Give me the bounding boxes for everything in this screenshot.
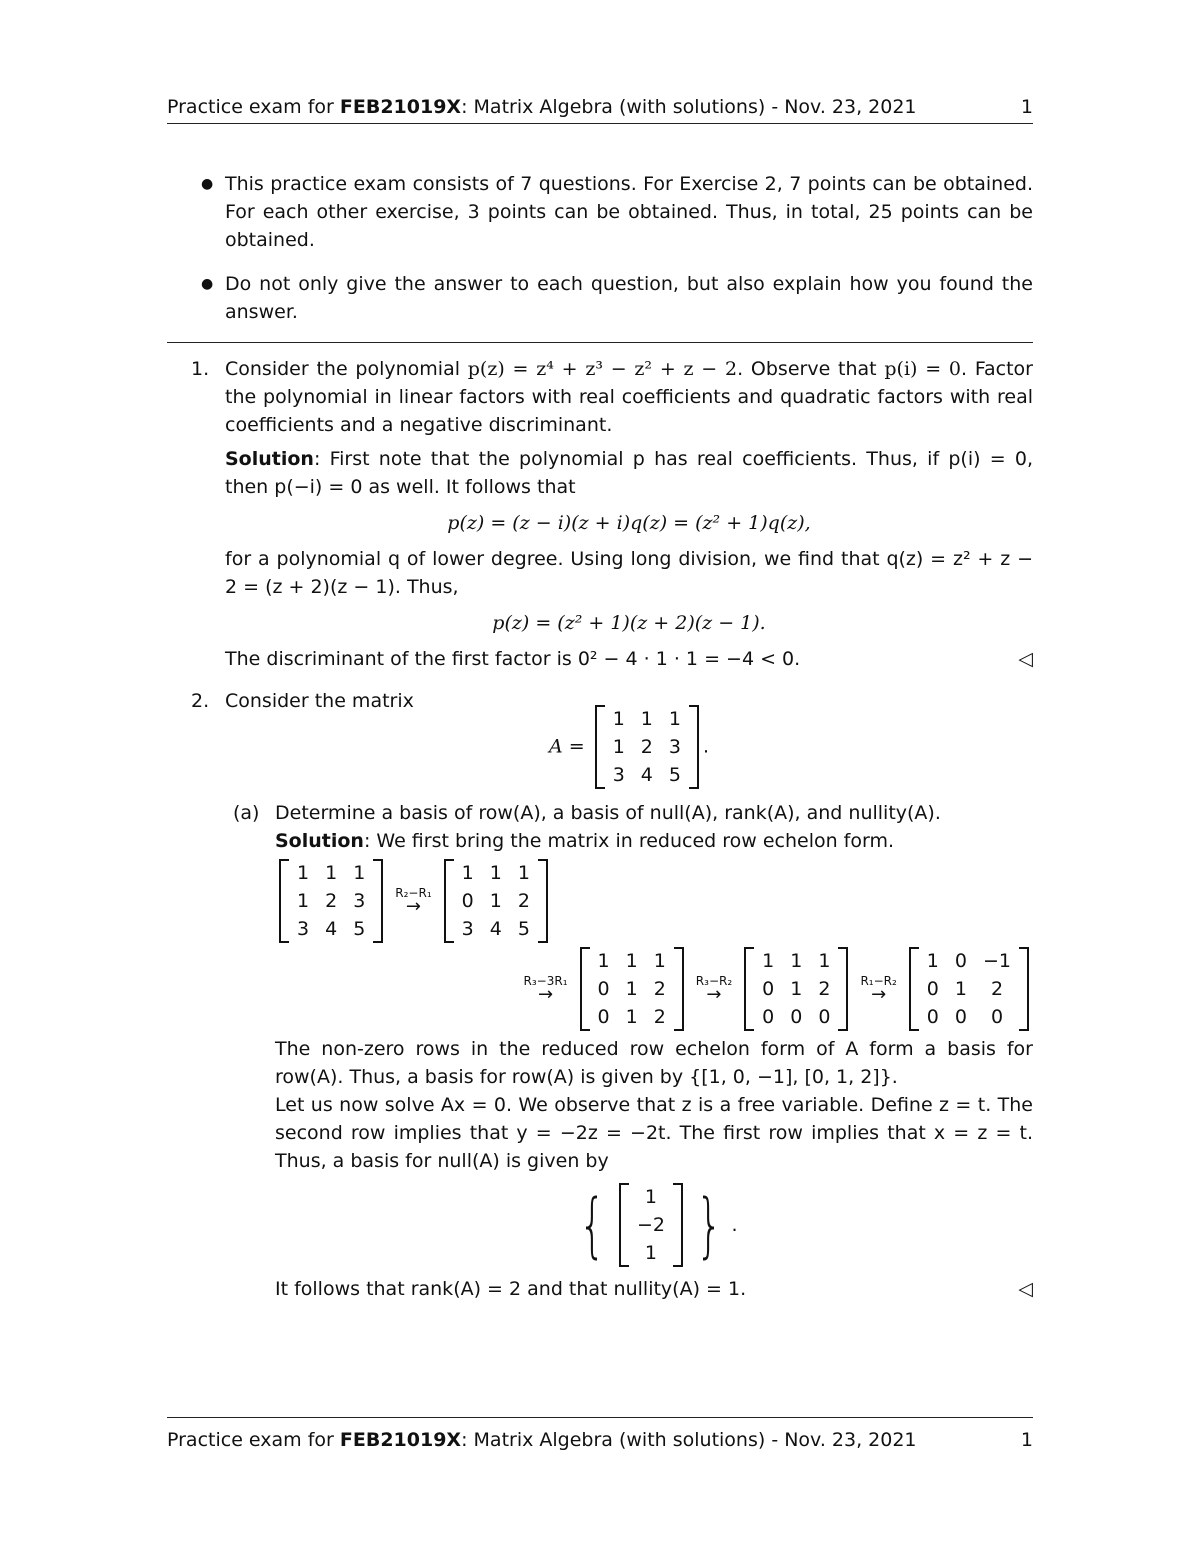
matrix-entry: 4 (640, 764, 653, 786)
separator-line (167, 342, 1033, 343)
matrix-entry: 0 (926, 978, 939, 1000)
matrix-entry: −1 (982, 950, 1011, 972)
question-1 (167, 355, 1033, 673)
matrix-entry: 5 (353, 918, 366, 940)
matrix-entry: 1 (954, 978, 967, 1000)
equation: p(z) = (z² + 1)(z + 2)(z − 1). (492, 612, 766, 634)
matrix-entry: 1 (325, 862, 338, 884)
matrix-entry: 0 (954, 950, 967, 972)
matrix-entry: 2 (640, 736, 653, 758)
matrix (909, 947, 1029, 1031)
matrix-entry: 4 (325, 918, 338, 940)
header-title: Practice exam for FEB21019X: Matrix Algebra (with solutions) - Nov. 23, 2021 (167, 96, 917, 118)
matrix-entry: 2 (517, 890, 530, 912)
matrix-entry: 1 (762, 950, 775, 972)
matrix-entry: 3 (668, 736, 681, 758)
matrix-entry: 1 (597, 950, 610, 972)
matrix (279, 859, 383, 943)
matrix (444, 859, 548, 943)
footer-title: Practice exam for FEB21019X: Matrix Algebra (with solutions) - Nov. 23, 2021 (167, 1429, 917, 1451)
vector-entry: −2 (636, 1214, 665, 1236)
row-reduction-step-1 (275, 859, 1033, 943)
instructions-list (167, 170, 1033, 326)
bullet-icon: ● (201, 176, 214, 192)
question-text: Consider the polynomial p(z) = z⁴ + z³ − z² + z − 2. Observe that p(i) = 0. Factor the polynomial in linear factors with real coefficients and quadratic factors with real coefficients and a negative discriminant. (225, 358, 1033, 436)
matrix-entry: 2 (653, 1006, 666, 1028)
matrix-entry: 1 (489, 862, 502, 884)
matrix-entry: 0 (762, 978, 775, 1000)
matrix-entry: 1 (612, 736, 625, 758)
matrix-A (595, 705, 699, 789)
row-op-arrow: R₃−3R₁ → (523, 974, 568, 1005)
matrix-entry: 1 (790, 950, 803, 972)
vector-entry: 1 (644, 1242, 658, 1264)
matrix-entry: 3 (353, 890, 366, 912)
row-reduction-step-2 (275, 947, 1033, 1031)
part-a (225, 799, 1033, 1303)
row-op-arrow: R₂−R₁ → (395, 886, 432, 917)
matrix (580, 947, 684, 1031)
solution-text: Let us now solve Ax = 0. We observe that z is a free variable. Define z = t. The second row implies that y = −2z = −2t. The first row implies that x = z = t. Thus, a basis for null(A) is given by (275, 1094, 1033, 1172)
row-op-arrow: R₁−R₂ → (860, 974, 897, 1005)
solution-text: It follows that rank(A) = 2 and that nullity(A) = 1. ◁ (275, 1275, 1033, 1303)
matrix-entry: 1 (640, 708, 653, 730)
matrix-entry: 1 (297, 890, 310, 912)
matrix-entry: 5 (517, 918, 530, 940)
matrix-entry: 2 (653, 978, 666, 1000)
equation: p(z) = (z − i)(z + i)q(z) = (z² + 1)q(z), (447, 512, 811, 534)
matrix-entry: 0 (597, 978, 610, 1000)
footer-page-number: 1 (1020, 1429, 1033, 1451)
header-page-number: 1 (1020, 96, 1033, 118)
matrix-entry: 1 (489, 890, 502, 912)
question-2 (167, 687, 1033, 1303)
solution-text: Solution: We first bring the matrix in reduced row echelon form. (275, 830, 895, 852)
matrix-entry: 2 (990, 978, 1004, 1000)
matrix-entry: 1 (790, 978, 803, 1000)
matrix-entry: 5 (668, 764, 681, 786)
qed-icon: ◁ (1018, 648, 1033, 670)
exam-content (167, 170, 1033, 1311)
question-text: Consider the matrix (225, 690, 414, 712)
matrix-entry: 1 (297, 862, 310, 884)
bullet-icon: ● (201, 276, 214, 292)
matrix-entry: 1 (461, 862, 474, 884)
document-page (167, 0, 1033, 1553)
page-footer (167, 1417, 1033, 1456)
matrix (744, 947, 848, 1031)
instruction-item: ● Do not only give the answer to each question, but also explain how you found the answer. (167, 270, 1033, 326)
solution-text: Solution: First note that the polynomial p has real coefficients. Thus, if p(i) = 0, then p(−i) = 0 as well. It follows that (225, 448, 1033, 498)
matrix-entry: 1 (926, 950, 939, 972)
null-vector (619, 1183, 683, 1267)
matrix-entry: 0 (818, 1006, 831, 1028)
matrix-entry: 1 (625, 978, 638, 1000)
matrix-entry: 1 (818, 950, 831, 972)
matrix-entry: 1 (353, 862, 366, 884)
vector-entry: 1 (644, 1186, 658, 1208)
part-text: Determine a basis of row(A), a basis of null(A), rank(A), and nullity(A). (275, 802, 941, 824)
page-header (167, 93, 1033, 124)
question-number: 1. (191, 358, 210, 380)
row-op-arrow: R₃−R₂ → (695, 974, 733, 1005)
instruction-item: ● This practice exam consists of 7 questions. For Exercise 2, 7 points can be obtained. For each other exercise, 3 points can be obtained. Thus, in total, 25 points can be obtained. (167, 170, 1033, 254)
matrix-entry: 0 (926, 1006, 939, 1028)
matrix-entry: 0 (954, 1006, 967, 1028)
matrix-entry: 0 (461, 890, 474, 912)
matrix-entry: 0 (990, 1006, 1004, 1028)
matrix-entry: 1 (612, 708, 625, 730)
solution-text: for a polynomial q of lower degree. Using long division, we find that q(z) = z² + z − 2 = (z + 2)(z − 1). Thus, (225, 548, 1033, 598)
matrix-entry: 1 (625, 950, 638, 972)
matrix-entry: 0 (597, 1006, 610, 1028)
null-space-basis: { 1 −2 1 } . (579, 1184, 738, 1266)
matrix-entry: 2 (818, 978, 831, 1000)
matrix-entry: 0 (790, 1006, 803, 1028)
solution-text: The discriminant of the first factor is 0² − 4 · 1 · 1 = −4 < 0. ◁ (225, 645, 1033, 673)
matrix-entry: 3 (612, 764, 625, 786)
part-label: (a) (233, 802, 260, 824)
matrix-entry: 0 (762, 1006, 775, 1028)
matrix-entry: 3 (461, 918, 474, 940)
matrix-A-definition: A = 1 1 1 1 2 3 3 4 5 . (225, 705, 1033, 789)
matrix-entry: 3 (297, 918, 310, 940)
matrix-entry: 1 (653, 950, 666, 972)
matrix-entry: 1 (517, 862, 530, 884)
solution-text: The non-zero rows in the reduced row echelon form of A form a basis for row(A). Thus, a basis for row(A) is given by {[1, 0, −1], [0, 1, 2]}. (275, 1038, 1033, 1088)
matrix-entry: 1 (668, 708, 681, 730)
question-number: 2. (191, 690, 210, 712)
qed-icon: ◁ (1018, 1278, 1033, 1300)
matrix-entry: 4 (489, 918, 502, 940)
matrix-entry: 1 (625, 1006, 638, 1028)
matrix-entry: 2 (325, 890, 338, 912)
